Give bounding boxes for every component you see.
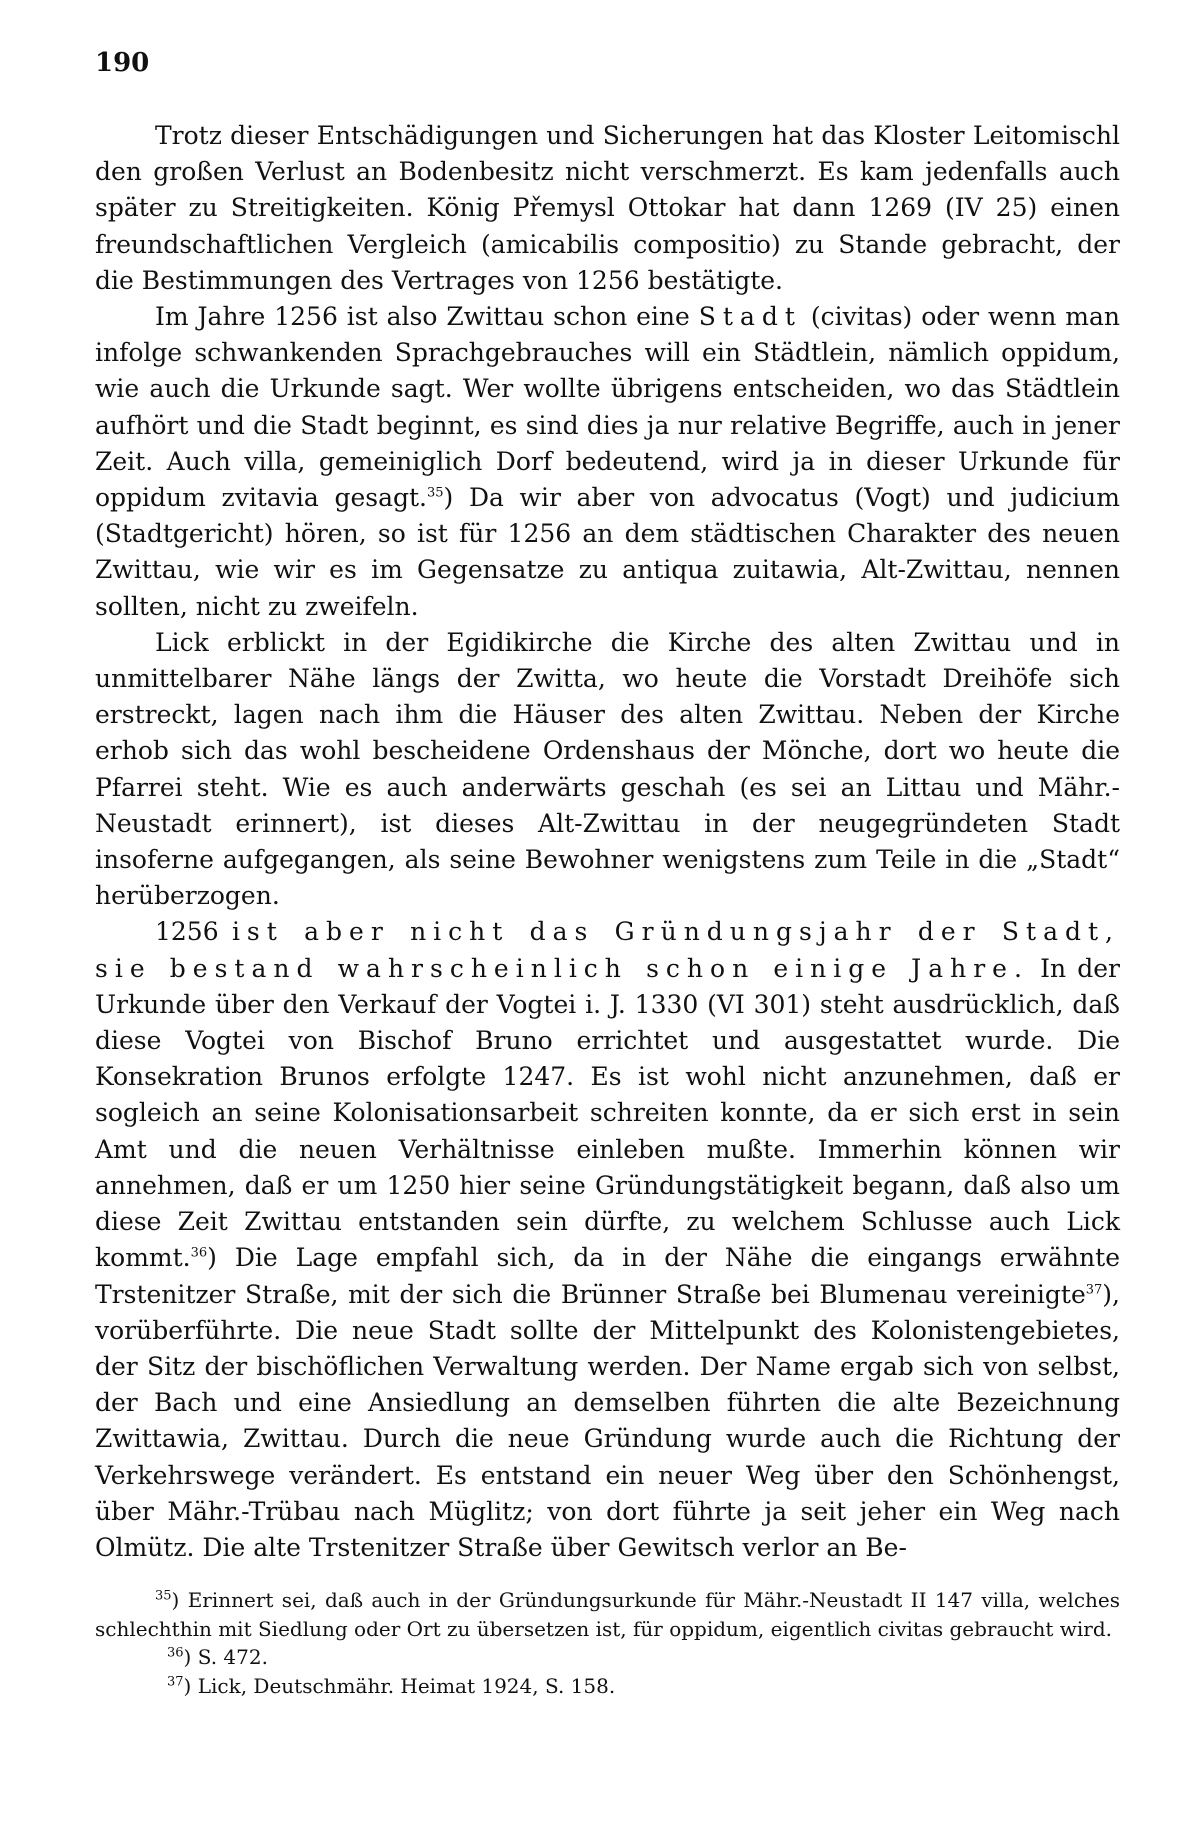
footnote-ref-37: 37 [1085, 1282, 1103, 1298]
footnote-ref-35: 35 [426, 485, 444, 501]
paragraph-4-part-2: ) Die Lage empfahl sich, da in der Nähe die eingangs erwähnte Trstenitzer Straße, mit der sich die Brünner Straße bei Blumenau vereinigte [95, 1243, 1120, 1309]
paragraph-4-year: 1256 [155, 917, 219, 947]
footnote-35-text: ) Erinnert sei, daß auch in der Gründungsurkunde für Mähr.-Neustadt II 147 villa, welches schlechthin mit Siedlung oder Ort zu übersetzen ist, für oppidum, eigentlich civitas gebraucht wird. [95, 1588, 1120, 1641]
page-number: 190 [95, 48, 150, 78]
paragraph-4-part-1: In der Urkunde über den Verkauf der Vogtei i. J. 1330 (VI 301) steht ausdrücklich, daß diese Vogtei von Bischof Bruno errichtet und ausgestattet wurde. Die Konsekration Brunos erfolgte 1247. Es ist wohl nicht anzunehmen, daß er sogleich an seine Kolonisationsarbeit schreiten konnte, da er sich erst in sein Amt und die neuen Verhältnisse einleben mußte. Immerhin können wir annehmen, daß er um 1250 hier seine Gründungstätigkeit begann, daß also um diese Zeit Zwittau entstanden sein dürfte, zu welchem Schlusse auch Lick kommt. [95, 953, 1120, 1273]
paragraph-4 [95, 914, 1120, 1566]
footnotes [95, 1586, 1120, 1700]
paragraph-1: Trotz dieser Entschädigungen und Sicherungen hat das Kloster Leitomischl den großen Verlust an Bodenbesitz nicht verschmerzt. Es kam jedenfalls auch später zu Streitigkeiten. König Přemysl Ottokar hat dann 1269 (IV 25) einen freundschaftlichen Vergleich (amicabilis compositio) zu Stande gebracht, der die Bestimmungen des Vertrages von 1256 bestätigte. [95, 121, 1120, 295]
paragraph-2-part-3: ) Da wir aber von advocatus (Vogt) und judicium (Stadtgericht) hören, so ist für 1256 an dem städtischen Charakter des neuen Zwittau, wie wir es im Gegensatze zu antiqua zuitawia, Alt-Zwittau, nennen sollten, nicht zu zweifeln. [95, 483, 1120, 621]
footnote-36-text: ) S. 472. [183, 1645, 268, 1670]
paragraph-2-part-1: Im Jahre 1256 ist also Zwittau schon eine [155, 302, 690, 332]
body-text [95, 118, 1120, 1566]
footnote-37 [95, 1672, 1120, 1701]
paragraph-2-part-2: (civitas) oder wenn man infolge schwankenden Sprachgebrauches will ein Städtlein, nämlich oppidum, wie auch die Urkunde sagt. Wer wollte übrigens entscheiden, wo das Städtlein aufhört und die Stadt beginnt, es sind dies ja nur relative Begriffe, auch in jener Zeit. Auch villa, gemeiniglich Dorf bedeutend, wird ja in dieser Urkunde für oppidum zvitavia gesagt. [95, 302, 1121, 513]
paragraph-2 [95, 299, 1120, 625]
footnote-37-text: ) Lick, Deutschmähr. Heimat 1924, S. 158. [183, 1673, 616, 1698]
spaced-word-stadt: Stadt [698, 302, 802, 332]
footnote-number-37: 37 [167, 1673, 184, 1689]
footnote-number-36: 36 [167, 1645, 184, 1661]
footnote-number-35: 35 [155, 1588, 172, 1604]
paragraph-4-part-3: ), vorüberführte. Die neue Stadt sollte der Mittelpunkt des Kolonistengebietes, der Sitz der bischöflichen Verwaltung werden. Der Name ergab sich von selbst, der Bach und eine Ansiedlung an demselben führten die alte Bezeichnung Zwittawia, Zwittau. Durch die neue Gründung wurde auch die Richtung der Verkehrswege verändert. Es entstand ein neuer Weg über den Schönhengst, über Mähr.-Trübau nach Müglitz; von dort führte ja seit jeher ein Weg nach Olmütz. Die alte Trstenitzer Straße über Gewitsch verlor an Be- [95, 1279, 1120, 1562]
footnote-35 [95, 1586, 1120, 1643]
footnote-36 [95, 1643, 1120, 1672]
paragraph-3: Lick erblickt in der Egidikirche die Kirche des alten Zwittau und in unmittelbarer Nähe längs der Zwitta, wo heute die Vorstadt Dreihöfe sich erstreckt, lagen nach ihm die Häuser des alten Zwittau. Neben der Kirche erhob sich das wohl bescheidene Ordenshaus der Mönche, dort wo heute die Pfarrei steht. Wie es auch anderwärts geschah (es sei an Littau und Mähr.-Neustadt erinnert), ist dieses Alt-Zwittau in der neugegründeten Stadt insoferne aufgegangen, als seine Bewohner wenigstens zum Teile in die „Stadt“ herüberzogen. [95, 627, 1120, 911]
footnote-ref-36: 36 [190, 1245, 208, 1261]
spaced-emphasis: ist aber nicht das Gründungsjahr der Stadt, sie bestand wahrscheinlich schon einige Jahre. [95, 917, 1120, 983]
